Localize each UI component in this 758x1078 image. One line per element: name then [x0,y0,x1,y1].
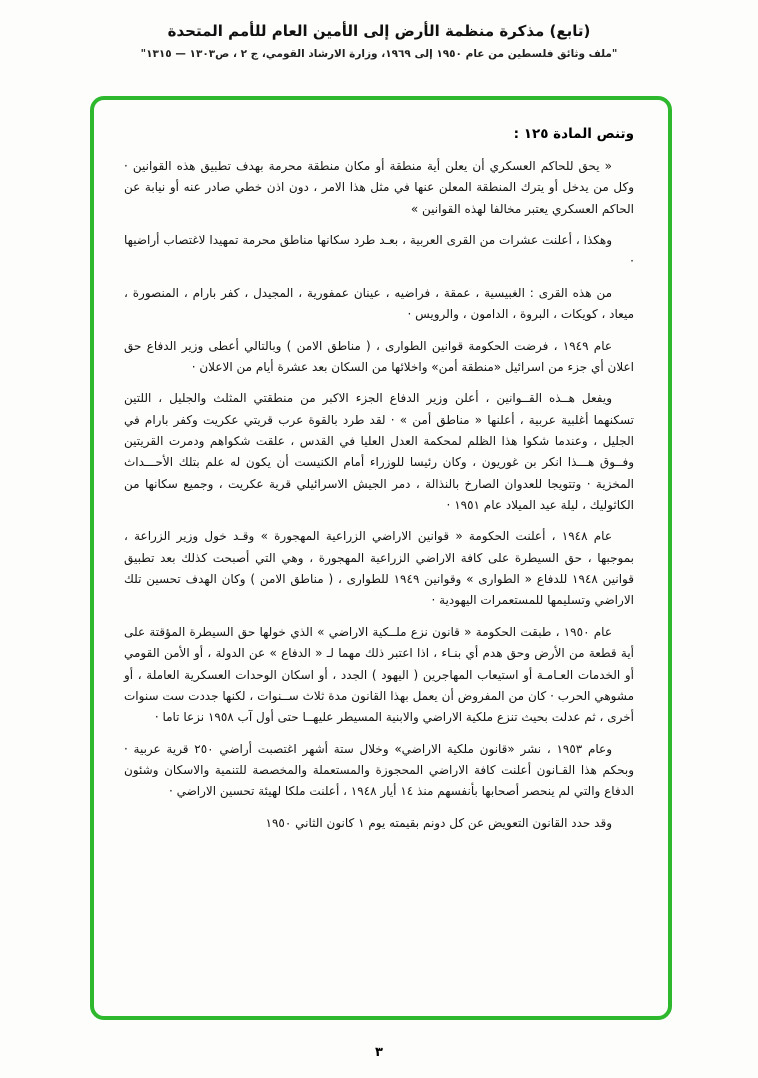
paragraph: « يحق للحاكم العسكري أن يعلن أية منطقة أو مكان منطقة محرمة بهدف تطبيق هذه القوانين · وكل من يدخل أو يترك المنطقة المعلن عنها في مثل هذا الامر ، دون اذن خطي صادر عنه أو نيابة عن الحاكم العسكري يعتبر مخالفا لهذه القوانين » [124,159,634,216]
paragraph: وهكذا ، أعلنت عشرات من القرى العربية ، بعـد طرد سكانها مناطق محرمة تمهيدا لاغتصاب أراضيها · [124,233,634,269]
document-source-line: "ملف وثائق فلسطين من عام ١٩٥٠ إلى ١٩٦٩، وزارة الارشاد القومي، ج ٢ ، ص١٣٠٣ — ١٣١٥" [140,48,618,60]
paragraph: عام ١٩٥٠ ، طبقت الحكومة « قانون نزع ملــكية الاراضي » الذي خولها حق السيطرة المؤقتة على أية قطعة من الأرض وحق هدم أي بنـاء ، اذا اعتبر ذلك مهما لـ « الدفاع » عن الدولة ، أو الأمن القومي أو الخدمات العـامـة أو استيعاب المهاجرين ( اليهود ) الجدد ، أو اسكان الوحدات العسكرية العاملة ، أو مشوهي الحرب · كان من المفروض أن يعمل بهذا القانون مدة ثلاث ســنوات ، لكنها جددت ست سنوات أخرى ، ثم عدلت بحيث تنزع ملكية الاراضي والابنية المسيطر عليهــا حتى أول آب ١٩٥٨ نزعا تاما · [124,624,634,725]
paragraph: ويفعل هــذه القــوانين ، أعلن وزير الدفاع الجزء الاكبر من منطقتي المثلث والجليل ، اللتين تسكنهما أغلبية عربية ، أعلنها « مناطق أمن » · لقد طرد بالقوة عرب قريتي عكريت وكفر بارام في الجليل ، وعندما شكوا هذا الظلم لمحكمة العدل العليا في القدس ، علقت شكواهم ودمرت القريتين وفــوق هـــذا انكر بن غوريون ، وكان رئيسا للوزراء أمام الكنيست أن يكون له علم بتلك الأحـــداث المخزية · وتتويجا للعدوان الصارخ بالنذالة ، دمر الجيش الاسرائيلي قرية عكريت ، وجميع سكانها من الكاثوليك ، ليلة عيد الميلاد عام ١٩٥١ · [124,391,634,513]
document-title: (تابع) مذكرة منظمة الأرض إلى الأمين العام للأمم المتحدة [167,22,591,40]
article-body [124,156,634,834]
paragraph: عام ١٩٤٩ ، فرضت الحكومة قوانين الطوارى ، ( مناطق الامن ) وبالتالي أعطى وزير الدفاع حق اعلان أي جزء من اسرائيل «منطقة أمن» واخلائها من السكان بعد عشرة أيام من الاعلان · [124,338,634,374]
content-frame [90,96,672,1020]
paragraph: وقد حدد القانون التعويض عن كل دونم بقيمته يوم ١ كانون الثاني ١٩٥٠ [265,815,612,830]
paragraph: وعام ١٩٥٣ ، نشر «قانون ملكية الاراضي» وخلال ستة أشهر اغتصبت أراضي ٢٥٠ قرية عربية · وبحكم هذا القـانون أعلنت كافة الاراضي المحجوزة والمستعملة والمخصصة للتنمية والاسكان وشئون الدفاع والتي لم ينحصر أصحابها بأنفسهم منذ ١٤ أيار ١٩٤٨ ، أعلنت ملكا لهيئة تحسين الاراضي · [124,741,634,799]
document-header [0,0,758,60]
paragraph: عام ١٩٤٨ ، أعلنت الحكومة « قوانين الاراضي الزراعية المهجورة » وقـد خول وزير الزراعة ، بموجبها ، حق السيطرة على كافة الاراضي الزراعية المهجورة ، وهي التي أصبحت كذلك بعد تطبيق قوانين ١٩٤٨ للدفاع « الطوارى » وقوانين ١٩٤٩ للطوارى ، ( مناطق الامن ) وكان الهدف تحسين تلك الاراضي وتسليمها للمستعمرات اليهودية · [124,529,634,608]
article-heading: وتنص المادة ١٢٥ : [513,126,634,142]
paragraph: من هذه القرى : الغبيسية ، عمقة ، فراضيه ، عينان عمفورية ، المجيدل ، كفر بارام ، المنصورة ، ميعاد ، كويكات ، البروة ، الدامون ، والرويس · [124,285,634,322]
page-number: ٣ [375,1045,383,1060]
